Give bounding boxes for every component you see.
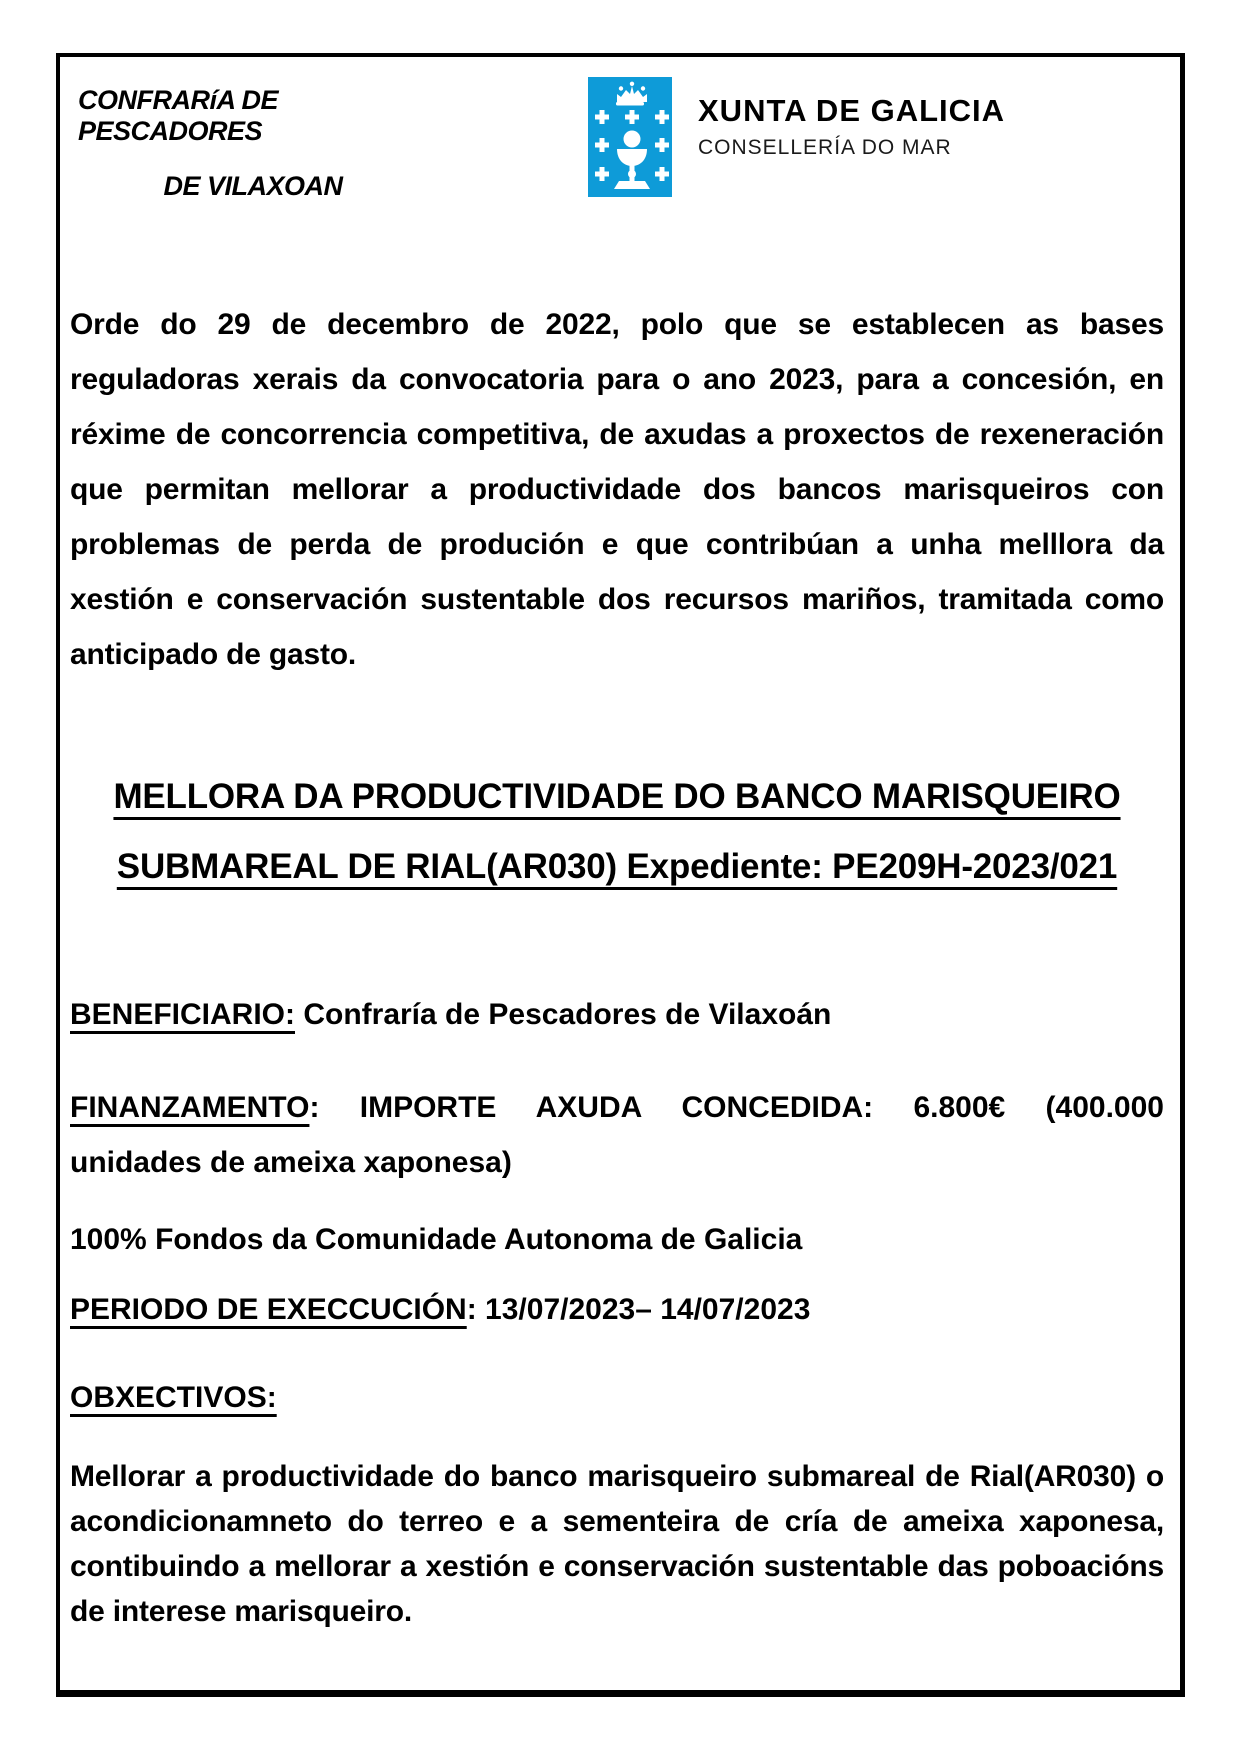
logo-text <box>698 77 1005 197</box>
document-frame <box>56 53 1185 1697</box>
organization-name <box>78 77 428 202</box>
organization-name-line1: CONFRARíA DE PESCADORES <box>78 85 278 146</box>
document-title <box>70 762 1164 902</box>
obxectivos-label: OBXECTIVOS: <box>70 1381 277 1414</box>
logo-title: XUNTA DE GALICIA <box>698 93 1006 128</box>
finanzamento-paragraph <box>70 1080 1164 1190</box>
periodo-value: : 13/07/2023– 14/07/2023 <box>466 1293 811 1326</box>
document-title-line2: SUBMAREAL DE RIAL(AR030) Expediente: PE209H-2023/021 <box>116 847 1118 886</box>
fondos-line: 100% Fondos da Comunidade Autonoma de Galicia <box>70 1223 803 1256</box>
galicia-coat-of-arms-icon <box>588 77 672 197</box>
obxectivos-heading <box>70 1378 1164 1418</box>
periodo-line <box>70 1290 1164 1330</box>
finanzamento-label: FINANZAMENTO <box>70 1091 310 1124</box>
beneficiario-label: BENEFICIARIO: <box>70 998 295 1031</box>
periodo-label: PERIODO DE EXECCUCIÓN <box>70 1293 467 1326</box>
document-title-line1: MELLORA DA PRODUCTIVIDADE DO BANCO MARISQUEIRO <box>113 777 1121 816</box>
organization-name-line2: DE VILAXOAN <box>163 171 343 201</box>
beneficiario-line <box>70 997 1164 1032</box>
logo-subtitle: CONSELLERÍA DO MAR <box>698 136 952 159</box>
finanzamento-value: : IMPORTE AXUDA CONCEDIDA: 6.800€ (400.000 <box>309 1091 1164 1124</box>
obxectivos-paragraph: Mellorar a productividade do banco marisqueiro submareal de Rial(AR030) o acondicionamneto do terreo e a sementeira de cría de ameixa xaponesa, contibuindo a mellorar a xestión e conservación sustentable das poboacións de interese marisqueiro. <box>70 1460 1164 1628</box>
intro-paragraph: Orde do 29 de decembro de 2022, polo que se establecen as bases reguladoras xerais da convocatoria para o ano 2023, para a concesión, en réxime de concorrencia competitiva, de axudas a proxectos de rexeneración que permitan mellorar a productividade dos bancos marisqueiros con problemas de perda de produción e que contribúan a unha melllora da xestión e conservación sustentable dos recursos mariños, tramitada como anticipado de gasto. <box>70 308 1164 671</box>
xunta-de-galicia-logo <box>588 77 1005 197</box>
finanzamento-value-cont: unidades de ameixa xaponesa) <box>70 1146 512 1179</box>
document-header <box>70 77 1164 202</box>
beneficiario-value: Confraría de Pescadores de Vilaxoán <box>303 998 832 1031</box>
